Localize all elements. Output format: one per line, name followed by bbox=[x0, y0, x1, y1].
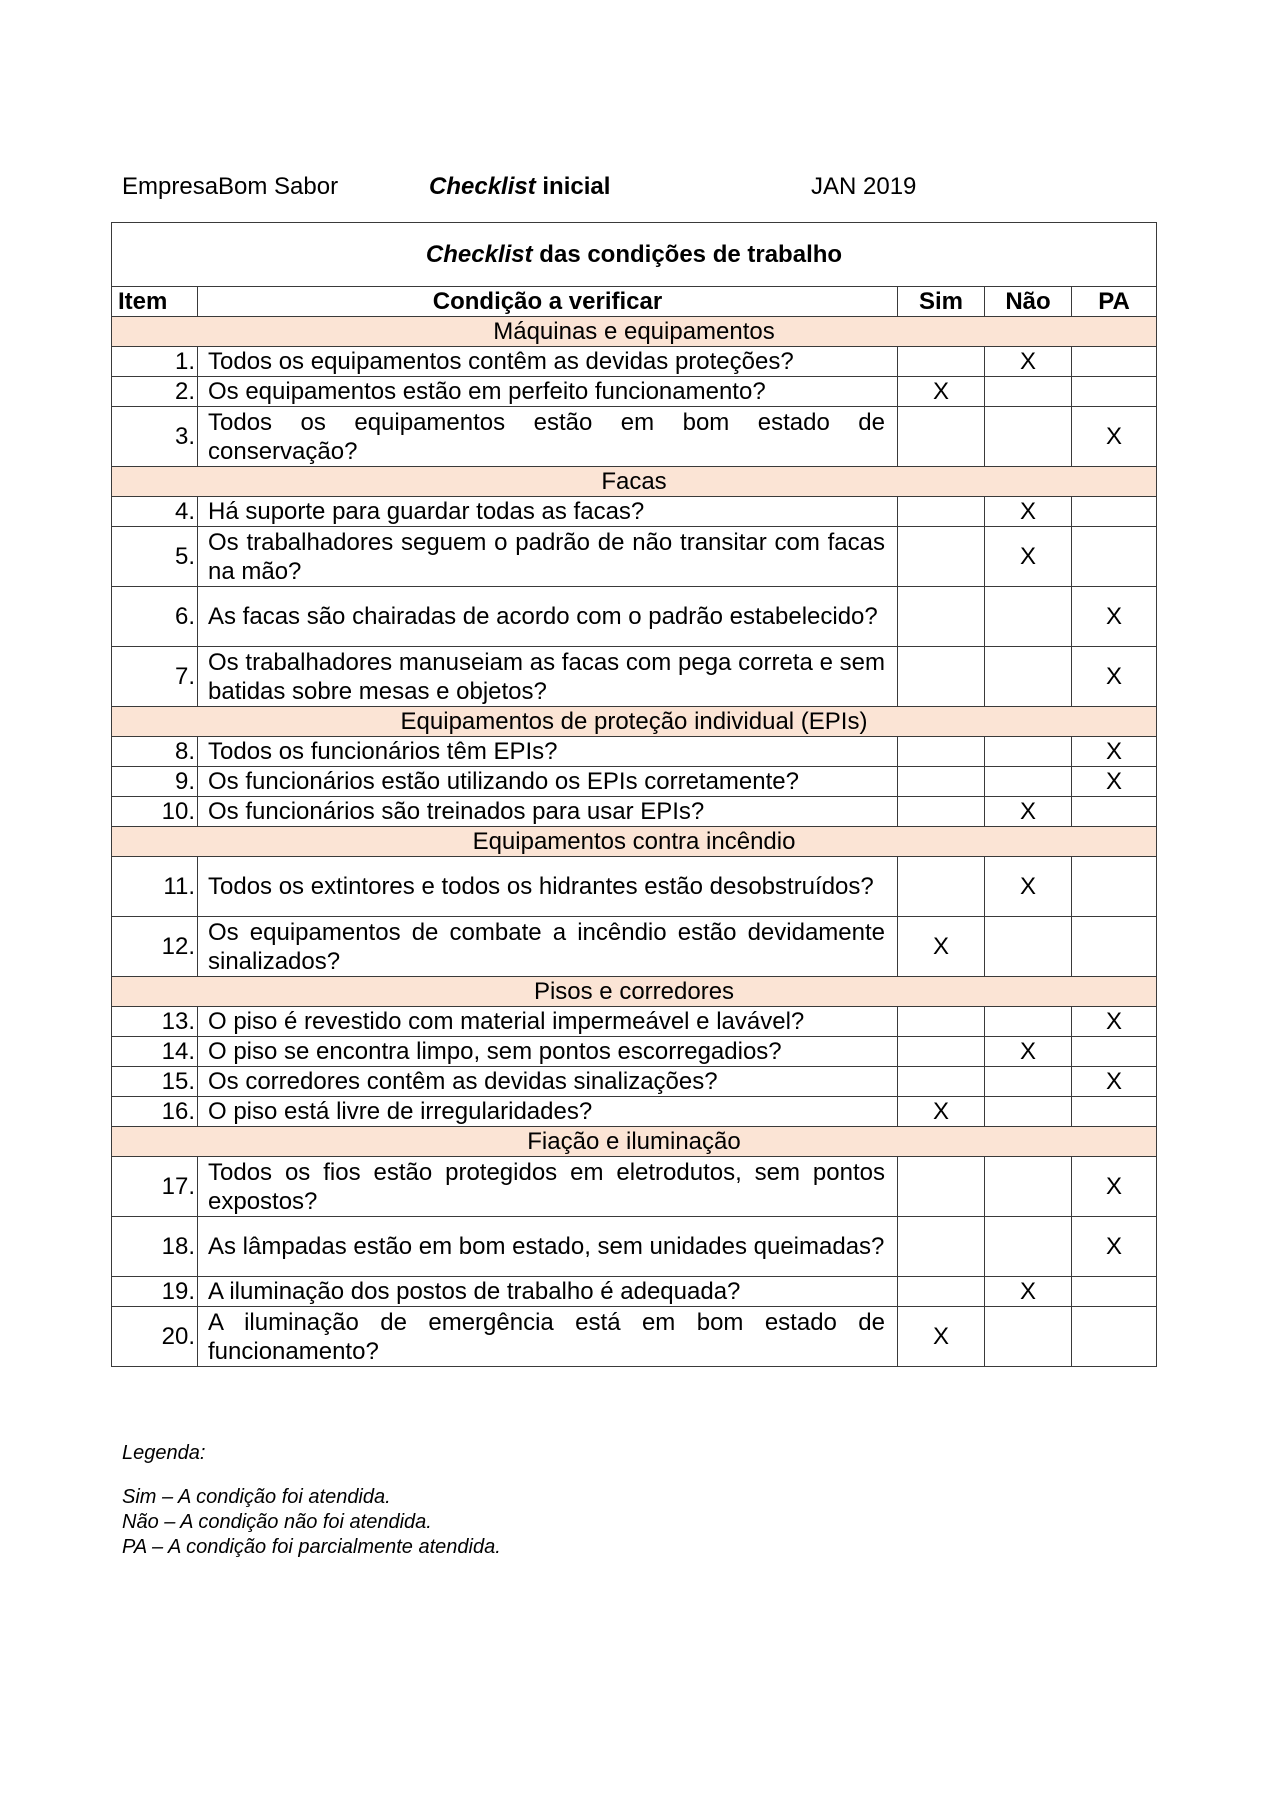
pa-mark: X bbox=[1072, 767, 1157, 797]
item-number: 15. bbox=[112, 1067, 198, 1097]
pa-mark bbox=[1072, 1307, 1157, 1367]
condition-text: Os funcionários são treinados para usar EPIs? bbox=[198, 797, 898, 827]
pa-mark bbox=[1072, 797, 1157, 827]
sim-mark bbox=[898, 647, 985, 707]
company-name: EmpresaBom Sabor bbox=[122, 173, 339, 200]
section-header-row bbox=[112, 317, 1157, 347]
sim-mark: X bbox=[898, 1097, 985, 1127]
sim-mark bbox=[898, 857, 985, 917]
condition-text: Todos os equipamentos estão em bom estado de conservação? bbox=[198, 407, 898, 467]
item-number: 18. bbox=[112, 1217, 198, 1277]
nao-mark bbox=[985, 1097, 1072, 1127]
nao-mark bbox=[985, 1217, 1072, 1277]
item-number: 3. bbox=[112, 407, 198, 467]
sim-mark bbox=[898, 587, 985, 647]
pa-mark: X bbox=[1072, 1157, 1157, 1217]
condition-text: As facas são chairadas de acordo com o padrão estabelecido? bbox=[198, 587, 898, 647]
table-row bbox=[112, 767, 1157, 797]
sim-mark bbox=[898, 737, 985, 767]
nao-mark bbox=[985, 737, 1072, 767]
nao-mark: X bbox=[985, 497, 1072, 527]
item-number: 13. bbox=[112, 1007, 198, 1037]
condition-text: Os corredores contêm as devidas sinalizações? bbox=[198, 1067, 898, 1097]
nao-mark: X bbox=[985, 347, 1072, 377]
item-number: 9. bbox=[112, 767, 198, 797]
pa-mark bbox=[1072, 917, 1157, 977]
nao-mark: X bbox=[985, 797, 1072, 827]
condition-text: Os trabalhadores seguem o padrão de não transitar com facas na mão? bbox=[198, 527, 898, 587]
table-row bbox=[112, 647, 1157, 707]
nao-mark: X bbox=[985, 527, 1072, 587]
column-header-condition: Condição a verificar bbox=[198, 287, 898, 317]
nao-mark: X bbox=[985, 1037, 1072, 1067]
nao-mark: X bbox=[985, 1277, 1072, 1307]
item-number: 2. bbox=[112, 377, 198, 407]
table-row bbox=[112, 347, 1157, 377]
item-number: 10. bbox=[112, 797, 198, 827]
table-row bbox=[112, 1037, 1157, 1067]
table-row bbox=[112, 917, 1157, 977]
table-row bbox=[112, 1067, 1157, 1097]
table-row bbox=[112, 587, 1157, 647]
section-header-row bbox=[112, 1127, 1157, 1157]
section-title: Equipamentos de proteção individual (EPIs) bbox=[112, 707, 1157, 737]
legend-item-nao: Não – A condição não foi atendida. bbox=[122, 1511, 432, 1533]
sim-mark bbox=[898, 407, 985, 467]
sim-mark bbox=[898, 1067, 985, 1097]
item-number: 12. bbox=[112, 917, 198, 977]
condition-text: Todos os funcionários têm EPIs? bbox=[198, 737, 898, 767]
sim-mark bbox=[898, 1157, 985, 1217]
condition-text: Todos os equipamentos contêm as devidas proteções? bbox=[198, 347, 898, 377]
sim-mark bbox=[898, 497, 985, 527]
condition-text: A iluminação dos postos de trabalho é adequada? bbox=[198, 1277, 898, 1307]
table-title bbox=[112, 223, 1157, 287]
nao-mark bbox=[985, 647, 1072, 707]
item-number: 20. bbox=[112, 1307, 198, 1367]
pa-mark bbox=[1072, 347, 1157, 377]
table-row bbox=[112, 377, 1157, 407]
table-row bbox=[112, 737, 1157, 767]
section-header-row bbox=[112, 467, 1157, 497]
condition-text: O piso está livre de irregularidades? bbox=[198, 1097, 898, 1127]
sim-mark bbox=[898, 1007, 985, 1037]
table-title-italic: Checklist bbox=[425, 241, 533, 268]
document-date: JAN 2019 bbox=[811, 173, 917, 200]
nao-mark bbox=[985, 1307, 1072, 1367]
nao-mark bbox=[985, 377, 1072, 407]
pa-mark: X bbox=[1072, 587, 1157, 647]
nao-mark bbox=[985, 1067, 1072, 1097]
column-header-row bbox=[112, 287, 1157, 317]
sim-mark bbox=[898, 1217, 985, 1277]
sim-mark bbox=[898, 1037, 985, 1067]
condition-text: A iluminação de emergência está em bom estado de funcionamento? bbox=[198, 1307, 898, 1367]
table-row bbox=[112, 1217, 1157, 1277]
table-row bbox=[112, 497, 1157, 527]
condition-text: As lâmpadas estão em bom estado, sem unidades queimadas? bbox=[198, 1217, 898, 1277]
checklist-body bbox=[112, 317, 1157, 1367]
condition-text: O piso é revestido com material impermeável e lavável? bbox=[198, 1007, 898, 1037]
section-title: Fiação e iluminação bbox=[112, 1127, 1157, 1157]
legend-title: Legenda: bbox=[122, 1442, 206, 1464]
item-number: 19. bbox=[112, 1277, 198, 1307]
section-header-row bbox=[112, 977, 1157, 1007]
pa-mark: X bbox=[1072, 407, 1157, 467]
nao-mark: X bbox=[985, 857, 1072, 917]
pa-mark bbox=[1072, 1277, 1157, 1307]
section-header-row bbox=[112, 827, 1157, 857]
condition-text: Os equipamentos estão em perfeito funcionamento? bbox=[198, 377, 898, 407]
pa-mark bbox=[1072, 377, 1157, 407]
nao-mark bbox=[985, 1157, 1072, 1217]
sim-mark bbox=[898, 767, 985, 797]
condition-text: Os equipamentos de combate a incêndio estão devidamente sinalizados? bbox=[198, 917, 898, 977]
item-number: 4. bbox=[112, 497, 198, 527]
column-header-pa: PA bbox=[1072, 287, 1157, 317]
pa-mark: X bbox=[1072, 647, 1157, 707]
pa-mark bbox=[1072, 1037, 1157, 1067]
sim-mark bbox=[898, 797, 985, 827]
nao-mark bbox=[985, 1007, 1072, 1037]
section-title: Máquinas e equipamentos bbox=[112, 317, 1157, 347]
table-row bbox=[112, 1277, 1157, 1307]
table-title-rest: das condições de trabalho bbox=[532, 241, 843, 268]
sim-mark: X bbox=[898, 377, 985, 407]
nao-mark bbox=[985, 407, 1072, 467]
sim-mark bbox=[898, 347, 985, 377]
condition-text: O piso se encontra limpo, sem pontos escorregadios? bbox=[198, 1037, 898, 1067]
nao-mark bbox=[985, 767, 1072, 797]
pa-mark bbox=[1072, 1097, 1157, 1127]
item-number: 17. bbox=[112, 1157, 198, 1217]
table-row bbox=[112, 857, 1157, 917]
document-title-italic: Checklist bbox=[429, 173, 536, 200]
pa-mark bbox=[1072, 857, 1157, 917]
legend-item-pa: PA – A condição foi parcialmente atendida. bbox=[122, 1536, 501, 1558]
item-number: 8. bbox=[112, 737, 198, 767]
condition-text: Todos os fios estão protegidos em eletrodutos, sem pontos expostos? bbox=[198, 1157, 898, 1217]
item-number: 1. bbox=[112, 347, 198, 377]
checklist-table bbox=[111, 222, 1157, 1367]
legend bbox=[122, 1441, 501, 1560]
section-header-row bbox=[112, 707, 1157, 737]
nao-mark bbox=[985, 587, 1072, 647]
item-number: 16. bbox=[112, 1097, 198, 1127]
nao-mark bbox=[985, 917, 1072, 977]
section-title: Facas bbox=[112, 467, 1157, 497]
column-header-nao: Não bbox=[985, 287, 1072, 317]
sim-mark: X bbox=[898, 1307, 985, 1367]
sim-mark bbox=[898, 527, 985, 587]
condition-text: Todos os extintores e todos os hidrantes estão desobstruídos? bbox=[198, 857, 898, 917]
item-number: 14. bbox=[112, 1037, 198, 1067]
sim-mark: X bbox=[898, 917, 985, 977]
sim-mark bbox=[898, 1277, 985, 1307]
column-header-item: Item bbox=[112, 287, 198, 317]
condition-text: Os trabalhadores manuseiam as facas com pega correta e sem batidas sobre mesas e objetos? bbox=[198, 647, 898, 707]
document-title-rest: inicial bbox=[535, 173, 611, 200]
document-title bbox=[429, 172, 610, 202]
table-row bbox=[112, 1097, 1157, 1127]
pa-mark: X bbox=[1072, 1217, 1157, 1277]
item-number: 7. bbox=[112, 647, 198, 707]
table-row bbox=[112, 1157, 1157, 1217]
pa-mark: X bbox=[1072, 1007, 1157, 1037]
table-row bbox=[112, 1007, 1157, 1037]
pa-mark: X bbox=[1072, 737, 1157, 767]
column-header-sim: Sim bbox=[898, 287, 985, 317]
legend-item-sim: Sim – A condição foi atendida. bbox=[122, 1486, 391, 1508]
pa-mark bbox=[1072, 527, 1157, 587]
item-number: 11. bbox=[112, 857, 198, 917]
condition-text: Há suporte para guardar todas as facas? bbox=[198, 497, 898, 527]
pa-mark bbox=[1072, 497, 1157, 527]
item-number: 6. bbox=[112, 587, 198, 647]
item-number: 5. bbox=[112, 527, 198, 587]
section-title: Equipamentos contra incêndio bbox=[112, 827, 1157, 857]
pa-mark: X bbox=[1072, 1067, 1157, 1097]
table-row bbox=[112, 527, 1157, 587]
table-row bbox=[112, 1307, 1157, 1367]
table-row bbox=[112, 797, 1157, 827]
section-title: Pisos e corredores bbox=[112, 977, 1157, 1007]
table-row bbox=[112, 407, 1157, 467]
condition-text: Os funcionários estão utilizando os EPIs corretamente? bbox=[198, 767, 898, 797]
